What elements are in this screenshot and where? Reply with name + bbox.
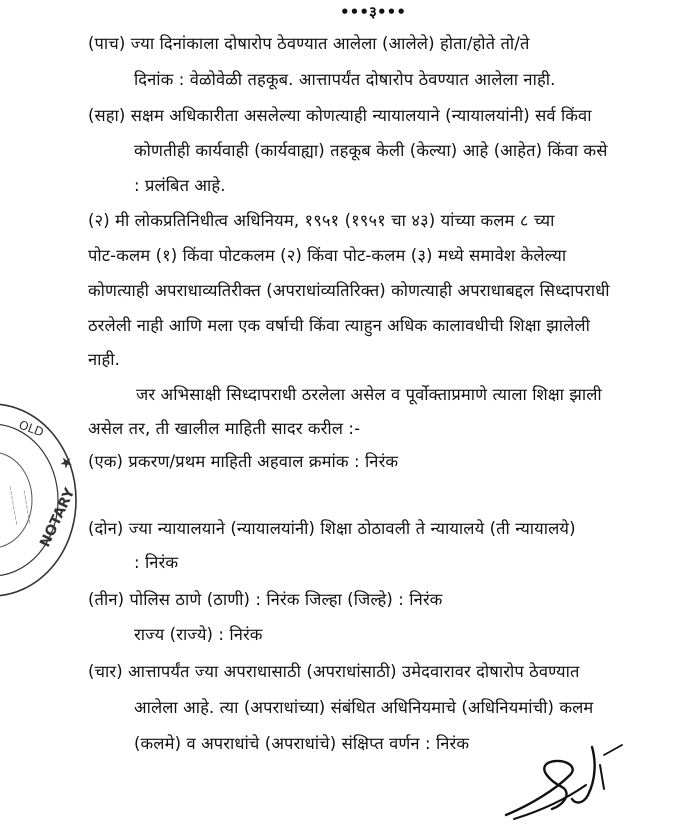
text-line: : प्रलंबित आहे. [134,176,226,195]
text-line: पोट-कलम (१) किंवा पोटकलम (२) किंवा पोट-कलम (३) मध्ये समावेश केलेल्या [88,246,567,265]
text-line: (सहा) सक्षम अधिकारीता असलेल्या कोणत्याही न्यायालयाने (न्यायालयांनी) सर्व किंवा [88,106,592,125]
text-line: राज्य (राज्ये) : निरंक [134,625,263,644]
svg-text:NOTARY: NOTARY [37,485,79,550]
signature [500,735,640,825]
text-line: दिनांक : वेळोवेळी तहकूब. आत्तापर्यंत दोषारोप ठेवण्यात आलेला नाही. [134,70,556,89]
text-line: (२) मी लोकप्रतिनिधीत्व अधिनियम, १९५१ (१९५१ चा ४३) यांच्या कलम ८ च्या [88,211,555,230]
svg-text:★: ★ [55,451,78,474]
text-line: असेल तर, ती खालील माहिती सादर करील :- [88,419,361,438]
text-line: नाही. [88,350,121,369]
text-line: (एक) प्रकरण/प्रथम माहिती अहवाल क्रमांक : निरंक [88,452,399,471]
text-line: (कलमे) व अपराधांचे (अपराधांचे) संक्षिप्त वर्णन : निरंक [134,734,470,753]
text-line: जर अभिसाक्षी सिध्दापराधी ठरलेला असेल व पूर्वोक्ताप्रमाणे त्याला शिक्षा झाली [136,385,602,404]
text-line: आलेला आहे. त्या (अपराधांच्या) संबंधित अधिनियमाचे (अधिनियमांची) कलम [134,698,594,717]
svg-text:~~~~~~~~: ~~~~~~~~ [6,485,20,526]
text-line: (चार) आत्तापर्यंत ज्या अपराधासाठी (अपराधांसाठी) उमेदवारावर दोषारोप ठेवण्यात [88,662,580,681]
text-line: कोणत्याही अपराधाव्यतिरीक्त (अपराधांव्यतिरिक्त) कोणत्याही अपराधाबद्दल सिध्दापराधी [88,281,610,300]
notary-seal-stamp [0,398,80,603]
text-line: ठरलेली नाही आणि मला एक वर्षाची किंवा त्याहुन अधिक कालावधीची शिक्षा झालेली [88,316,590,335]
text-line: (दोन) ज्या न्यायालयाने (न्यायालयांनी) शिक्षा ठोठावली ते न्यायालये (ती न्यायालये) [88,519,576,538]
text-line: कोणतीही कार्यवाही (कार्यवाह्या) तहकूब केली (केल्या) आहे (आहेत) किंवा कसे [134,141,608,160]
text-line: (तीन) पोलिस ठाणे (ठाणी) : निरंक जिल्हा (जिल्हे) : निरंक [88,590,443,609]
svg-text:~~~~~~~: ~~~~~~~ [20,489,34,526]
text-line: : निरंक [134,553,179,572]
text-line: (पाच) ज्या दिनांकाला दोषारोप ठेवण्यात आलेला (आलेले) होता/होते तो/ते [88,34,530,53]
page-number: •••३••• [340,3,407,21]
svg-text:OLD: OLD [16,417,46,440]
